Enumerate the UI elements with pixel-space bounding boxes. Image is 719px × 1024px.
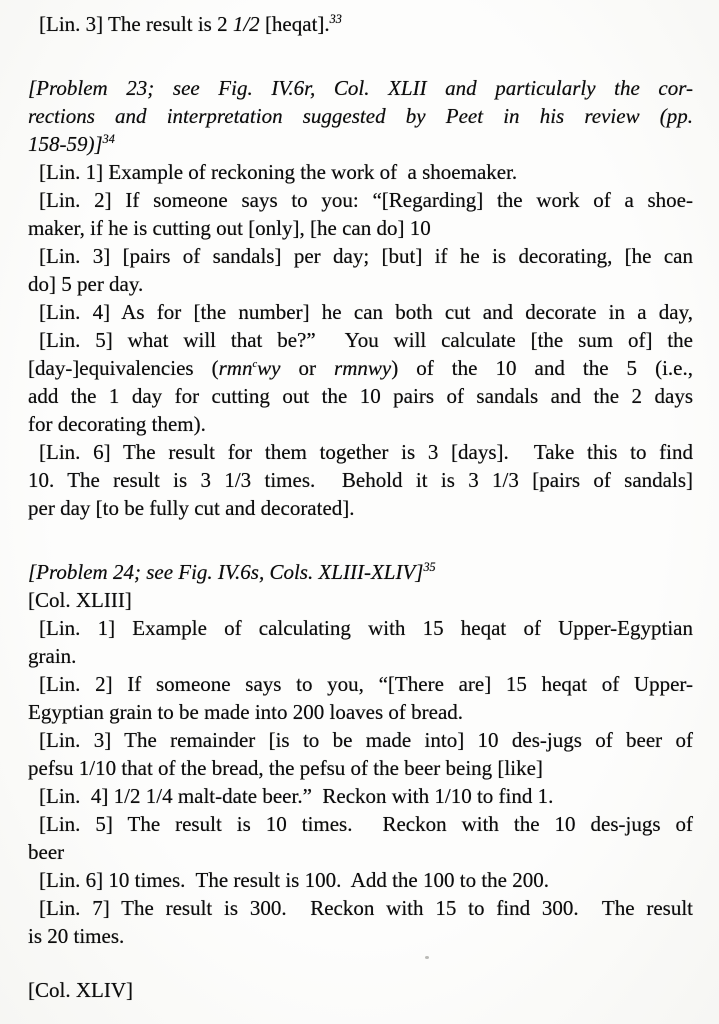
text-line <box>28 130 693 158</box>
problem-heading <box>28 558 693 586</box>
text-segment: 158-59)] <box>28 132 103 156</box>
text-line <box>28 922 693 950</box>
text-segment: maker, if he is cutting out [only], [he can do] 10 <box>28 216 431 240</box>
text-segment: 1/2 <box>232 12 260 36</box>
text-line <box>28 754 693 782</box>
paragraph <box>28 782 693 810</box>
footnote-marker: 33 <box>329 12 342 27</box>
text-segment: [Lin. 5] what will that be?” You will calculate [the sum of] the <box>39 328 693 352</box>
footnote-marker: 35 <box>423 560 436 575</box>
text-line <box>28 74 693 102</box>
text-line <box>28 976 693 1004</box>
text-segment: [Lin. 3] [pairs of sandals] per day; [but] if he is decorating, [he can <box>39 244 693 268</box>
text-line <box>28 494 693 522</box>
text-line <box>28 866 693 894</box>
paragraph <box>28 186 693 242</box>
text-segment: is 20 times. <box>28 924 125 948</box>
text-segment: for decorating them). <box>28 412 206 436</box>
paragraph <box>28 614 693 670</box>
text-segment: or <box>280 356 335 380</box>
text-line <box>28 466 693 494</box>
problem-heading <box>28 74 693 158</box>
text-segment: [Lin. 7] The result is 300. Reckon with 15 to find 300. The result <box>39 896 693 920</box>
page-text <box>28 10 693 1004</box>
text-line <box>28 186 693 214</box>
text-line <box>28 158 693 186</box>
text-segment: [Lin. 2] If someone says to you: “[Regarding] the work of a shoe- <box>39 188 693 212</box>
text-segment: [Col. XLIV] <box>28 978 133 1002</box>
paragraph <box>28 726 693 782</box>
text-segment: beer <box>28 840 65 864</box>
text-segment: [Lin. 1] Example of reckoning the work of a shoemaker. <box>39 160 518 184</box>
text-line <box>28 298 693 326</box>
text-segment: [Lin. 3] The result is 2 <box>39 12 233 36</box>
paragraph <box>28 10 693 38</box>
paragraph <box>28 670 693 726</box>
text-line <box>28 670 693 698</box>
text-segment: pefsu 1/10 that of the bread, the pefsu of the beer being [like] <box>28 756 543 780</box>
text-line <box>28 614 693 642</box>
text-segment: [Problem 23; see Fig. IV.6r, Col. XLII and particularly the cor- <box>28 76 693 100</box>
text-segment: do] 5 per day. <box>28 272 144 296</box>
text-line <box>28 586 693 614</box>
text-segment: rmnwy <box>334 356 392 380</box>
text-segment: [Lin. 4] 1/2 1/4 malt-date beer.” Reckon with 1/10 to find 1. <box>39 784 554 808</box>
text-segment: [Lin. 3] The remainder [is to be made into] 10 des-jugs of beer of <box>39 728 693 752</box>
text-line <box>28 10 693 38</box>
text-segment: [Lin. 2] If someone says to you, “[There are] 15 heqat of Upper- <box>39 672 693 696</box>
paragraph <box>28 438 693 522</box>
text-line <box>28 214 693 242</box>
paragraph <box>28 298 693 326</box>
text-line <box>28 102 693 130</box>
paragraph <box>28 242 693 298</box>
text-line <box>28 782 693 810</box>
paragraph <box>28 894 693 950</box>
text-line <box>28 838 693 866</box>
text-segment: per day [to be fully cut and decorated]. <box>28 496 355 520</box>
text-segment: add the 1 day for cutting out the 10 pairs of sandals and the 2 days <box>28 384 693 408</box>
text-segment: [Lin. 6] 10 times. The result is 100. Add the 100 to the 200. <box>39 868 549 892</box>
text-line <box>28 642 693 670</box>
text-segment: grain. <box>28 644 77 668</box>
scan-artifact-dot <box>425 956 429 959</box>
text-segment: rmn <box>218 356 253 380</box>
paragraph <box>28 976 693 1004</box>
text-line <box>28 894 693 922</box>
text-line <box>28 410 693 438</box>
text-line <box>28 382 693 410</box>
paragraph <box>28 326 693 438</box>
text-segment: rections and interpretation suggested by Peet in his review (pp. <box>28 104 693 128</box>
text-segment: [Lin. 4] As for [the number] he can both cut and decorate in a day, <box>39 300 693 324</box>
text-segment: [day-]equivalencies ( <box>28 356 219 380</box>
text-segment: ) of the 10 and the 5 (i.e., <box>391 356 693 380</box>
paragraph <box>28 810 693 866</box>
text-line <box>28 438 693 466</box>
text-segment: [heqat]. <box>259 12 330 36</box>
text-segment: Egyptian grain to be made into 200 loaves of bread. <box>28 700 464 724</box>
transliteration-ayin: c <box>252 359 258 371</box>
footnote-marker: 34 <box>102 132 115 147</box>
text-line <box>28 270 693 298</box>
text-segment: [Problem 24; see Fig. IV.6s, Cols. XLIII-XLIV] <box>28 560 424 584</box>
text-line <box>28 354 693 382</box>
text-segment: wy <box>257 356 281 380</box>
text-segment: 10. The result is 3 1/3 times. Behold it is 3 1/3 [pairs of sandals] <box>28 468 693 492</box>
text-line <box>28 810 693 838</box>
text-line <box>28 242 693 270</box>
text-segment: [Lin. 5] The result is 10 times. Reckon with the 10 des-jugs of <box>39 812 693 836</box>
paragraph <box>28 586 693 614</box>
text-line <box>28 698 693 726</box>
text-segment: [Lin. 6] The result for them together is 3 [days]. Take this to find <box>39 440 693 464</box>
paragraph <box>28 158 693 186</box>
text-segment: [Lin. 1] Example of calculating with 15 heqat of Upper-Egyptian <box>39 616 693 640</box>
text-segment: [Col. XLIII] <box>28 588 132 612</box>
text-line <box>28 726 693 754</box>
text-line <box>28 558 693 586</box>
text-line <box>28 326 693 354</box>
paragraph <box>28 866 693 894</box>
